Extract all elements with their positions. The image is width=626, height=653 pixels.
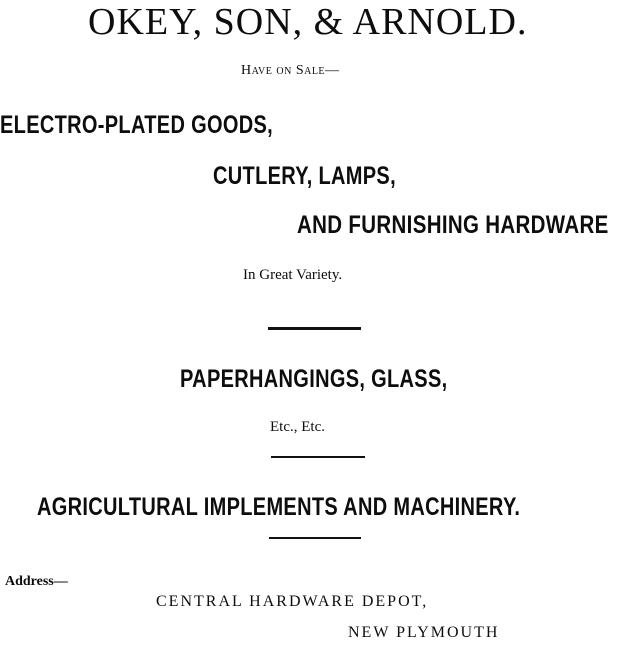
have-on-sale-caption: Have on Sale— <box>241 63 340 78</box>
electro-plated-goods-line: ELECTRO-PLATED GOODS, <box>0 111 274 139</box>
cutlery-lamps-line: CUTLERY, LAMPS, <box>213 162 396 190</box>
depot-name: CENTRAL HARDWARE DEPOT, <box>156 593 429 610</box>
furnishing-hardware-line: AND FURNISHING HARDWARE <box>297 211 609 239</box>
firm-name-heading: OKEY, SON, & ARNOLD. <box>88 1 528 43</box>
great-variety-caption: In Great Variety. <box>243 267 343 283</box>
agricultural-machinery-line: AGRICULTURAL IMPLEMENTS AND MACHINERY. <box>37 493 521 521</box>
divider-rule-1 <box>268 327 361 330</box>
paperhangings-glass-line: PAPERHANGINGS, GLASS, <box>180 365 448 393</box>
etc-caption: Etc., Etc. <box>270 419 325 435</box>
address-label: Address— <box>5 574 68 589</box>
divider-rule-3 <box>269 537 361 539</box>
town-name: NEW PLYMOUTH <box>348 624 500 641</box>
divider-rule-2 <box>271 456 365 458</box>
